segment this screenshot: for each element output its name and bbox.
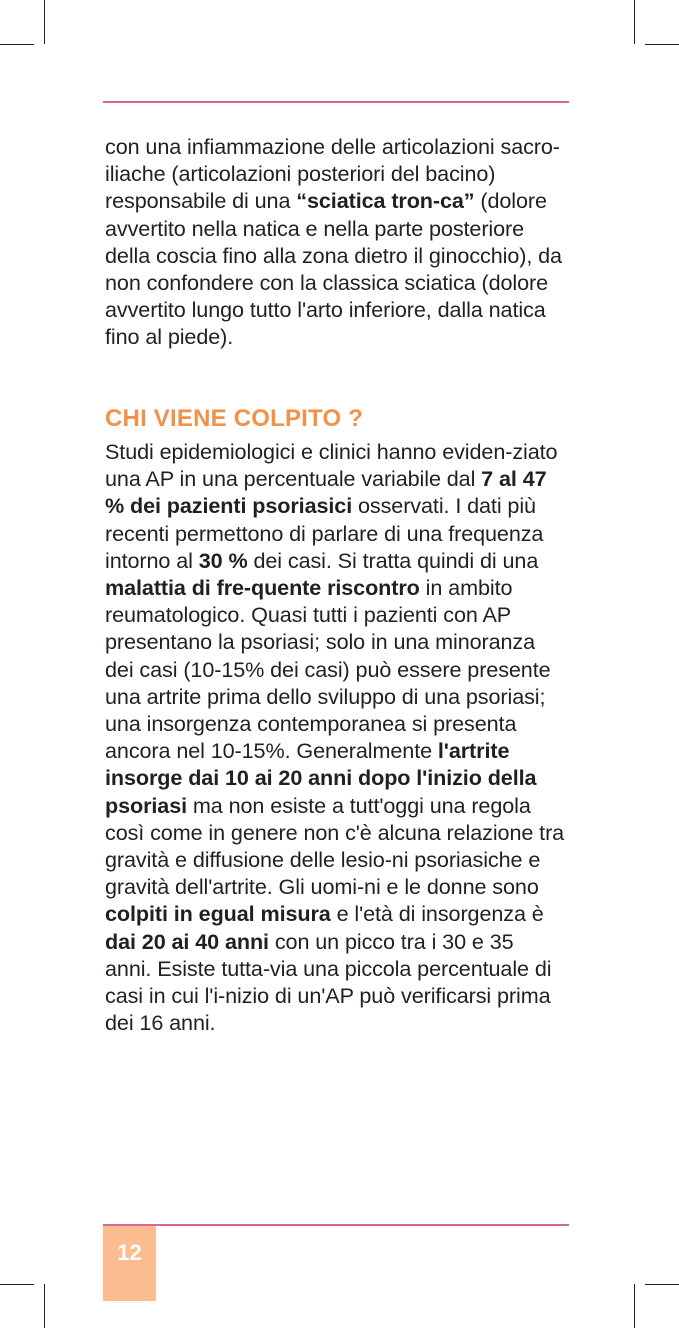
para2-bold-4: l'artrite insorge dai 10 ai 20 anni dopo l'inizio della psoriasi — [105, 738, 537, 818]
para2-text-3: dei casi. Si tratta quindi di una — [247, 547, 539, 573]
para1-text-1: con una infiammazione delle articolazioni sacro-iliache (articolazioni posteriori del bacino) responsabile di una — [105, 134, 560, 214]
para2-text-4: in ambito reumatologico. Quasi tutti i pazienti con AP presentano la psoriasi; solo in una minoranza dei casi (10-15% dei casi) può essere presente una artrite prima dello sviluppo di una psoriasi; una insorgenza contemporanea si presenta ancora nel 10-15%. Generalmente — [105, 575, 551, 764]
top-rule — [103, 101, 569, 103]
paragraph-sciatica — [105, 133, 565, 351]
para2-bold-3: malattia di fre-quente riscontro — [105, 575, 420, 601]
para2-text-7: con un picco tra i 30 e 35 anni. Esiste tutta-via una piccola percentuale di casi in cui l'i-nizio di un'AP può verificarsi prima dei 16 anni. — [105, 928, 552, 1036]
page-number: 12 — [117, 1240, 142, 1265]
section-heading: CHI VIENE COLPITO ? — [105, 405, 364, 432]
crop-mark-bottom-right-h — [645, 1284, 679, 1285]
para2-bold-6: dai 20 ai 40 anni — [105, 928, 269, 954]
para2-bold-2: 30 % — [198, 547, 248, 573]
para2-bold-5: colpiti in egual misura — [105, 901, 331, 927]
crop-mark-top-left-h — [0, 44, 34, 45]
para2-text-6: e l'età di insorgenza è — [330, 901, 544, 927]
crop-mark-bottom-right — [634, 1284, 635, 1328]
para2-text-1: Studi epidemiologici e clinici hanno eviden-ziato una AP in una percentuale variabile dal — [105, 439, 558, 492]
para1-bold-1: “sciatica tron-ca” — [296, 188, 475, 214]
para2-text-2: osservati. I dati più recenti permettono di parlare di una frequenza intorno al — [105, 493, 544, 573]
paragraph-epidemiology — [105, 438, 565, 1036]
bottom-rule — [103, 1224, 569, 1226]
crop-mark-top-right-h — [645, 44, 679, 45]
crop-mark-bottom-left-h — [0, 1284, 34, 1285]
crop-mark-top-right — [634, 0, 635, 44]
para1-text-2: (dolore avvertito nella natica e nella parte posteriore della coscia fino alla zona dietro il ginocchio), da non confondere con la classica sciatica (dolore avvertito lungo tutto l'arto inferiore, dalla natica fino al piede). — [105, 188, 562, 350]
page-number-tab — [103, 1226, 156, 1301]
para2-bold-1: 7 al 47 % dei pazienti psoriasici — [105, 466, 547, 519]
para2-text-5: ma non esiste a tutt'oggi una regola così come in genere non c'è alcuna relazione tra gravità e diffusione delle lesio-ni psoriasiche e gravità dell'artrite. Gli uomi-ni e le donne sono — [105, 792, 565, 900]
crop-mark-top-left — [44, 0, 45, 44]
crop-mark-bottom-left — [44, 1284, 45, 1328]
